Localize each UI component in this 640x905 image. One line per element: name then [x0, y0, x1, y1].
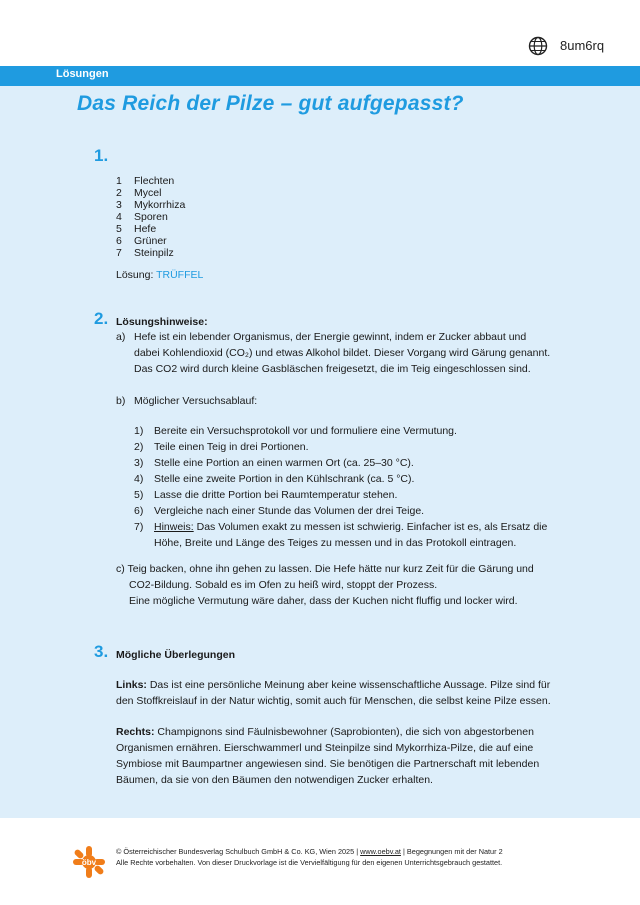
list-item: 6) Vergleiche nach einer Stunde das Volumen der drei Teige. — [134, 505, 425, 517]
list-item: 1 Flechten — [116, 175, 175, 187]
list-item: 4) Stelle eine zweite Portion in den Kühlschrank (ca. 5 °C). — [134, 473, 415, 485]
list-item: 7 Steinpilz — [116, 247, 174, 259]
oebv-logo — [72, 845, 106, 879]
task-3-links: Links: Das ist eine persönliche Meinung aber keine wissenschaftliche Aussage. Pilze sind für den Stoffkreislauf in der Natur wichtig, somit auch für Menschen, die selbst keine Pilze essen. — [116, 679, 551, 707]
task-1-solution: Lösung: TRÜFFEL — [116, 269, 204, 281]
list-item: 2) Teile einen Teig in drei Portionen. — [134, 441, 309, 453]
task-2-heading: Lösungshinweise: — [116, 316, 208, 328]
task-3-rechts: Rechts: Champignons sind Fäulnisbewohner (Saprobionten), die sich von abgestorbenen Organismen ernähren. Eierschwammerl und Steinpilze sind Mykorrhiza-Pilze, die auf eine Symbiose mit Baumpartner angewiesen sind. Sie benötigen die Partnerschaft mit lebenden Bäumen, da sie von den Bäumen den notwendigen Zucker erhalten. — [116, 726, 540, 786]
task-2b-text: Möglicher Versuchsablauf: — [134, 395, 258, 407]
task-2-number: 2. — [94, 309, 109, 328]
list-item: 5 Hefe — [116, 223, 157, 235]
solution-word: TRÜFFEL — [156, 269, 204, 281]
task-1-number: 1. — [94, 146, 109, 165]
publisher-link[interactable]: www.oebv.at — [360, 847, 401, 856]
task-2a-marker: a) — [116, 331, 126, 343]
task-2b-marker: b) — [116, 395, 126, 407]
list-item: 2 Mycel — [116, 187, 162, 199]
task-2c-text: c) Teig backen, ohne ihn gehen zu lassen. Die Hefe hätte nur kurz Zeit für die Gärung und CO2-Bildung. Sobald es im Ofen zu heiß wird, stoppt der Prozess. Eine mögliche Vermutung wäre daher, dass der Kuchen nicht fluffig und locker wird. — [116, 563, 534, 607]
task-3-number: 3. — [94, 642, 109, 661]
task-1-list — [116, 175, 185, 259]
list-item: 1) Bereite ein Versuchsprotokoll vor und formuliere eine Vermutung. — [134, 425, 457, 437]
list-item: 4 Sporen — [116, 211, 168, 223]
list-item: 5) Lasse die dritte Portion bei Raumtemperatur stehen. — [134, 489, 398, 501]
section-label: Lösungen — [56, 68, 109, 80]
list-item: 6 Grüner — [116, 235, 167, 247]
page-title: Das Reich der Pilze – gut aufgepasst? — [77, 92, 464, 115]
list-item: 7) Hinweis: Das Volumen exakt zu messen ist schwierig. Einfacher ist es, als Ersatz die — [134, 521, 548, 533]
task-2a-text: Hefe ist ein lebender Organismus, der Energie gewinnt, indem er Zucker abbaut und dabei Kohlendioxid (CO₂) und etwas Alkohol bildet. Dieser Vorgang wird Gärung genannt. Das CO2 wird durch kleine Gasbläschen freigesetzt, die im Teig eingeschlossen sind. — [134, 331, 551, 375]
svg-text:öbv: öbv — [81, 858, 97, 867]
task-2-steps: 1) Bereite ein Versuchsprotokoll vor und formuliere eine Vermutung. 2) Teile einen Teig in drei Portionen. 3) Stelle eine Portion an einen warmen Ort (ca. 25–30 °C). 4) Stelle eine zweite Portion in den Kühlschrank (ca. 5 °C). 5) Lasse die dritte Portion bei Raumtemperatur stehen. 6) Vergleiche nach einer Stunde das Volumen der drei Teige. 7) Hinweis: Das Volumen exakt zu messen ist schwierig. Einfacher ist es, als Ersatz die Höhe, Breite und Länge des Teiges zu messen und in das Protokoll eintragen. — [134, 423, 604, 551]
task-3-heading: Mögliche Überlegungen — [116, 649, 236, 661]
top-bar — [0, 0, 640, 66]
list-item: 3) Stelle eine Portion an einen warmen Ort (ca. 25–30 °C). — [134, 457, 414, 469]
hint-label: Hinweis: — [154, 521, 194, 533]
resource-code: 8um6rq — [560, 38, 605, 53]
list-item: 3 Mykorrhiza — [116, 199, 186, 211]
footer-text: © Österreichischer Bundesverlag Schulbuch GmbH & Co. KG, Wien 2025 | www.oebv.at | Begegnungen mit der Natur 2 Alle Rechte vorbehalten. Von dieser Druckvorlage ist die Vervielfältigung für den eigenen Unterrichtsgebrauch gestattet. — [116, 847, 503, 867]
globe-icon[interactable] — [528, 36, 548, 56]
